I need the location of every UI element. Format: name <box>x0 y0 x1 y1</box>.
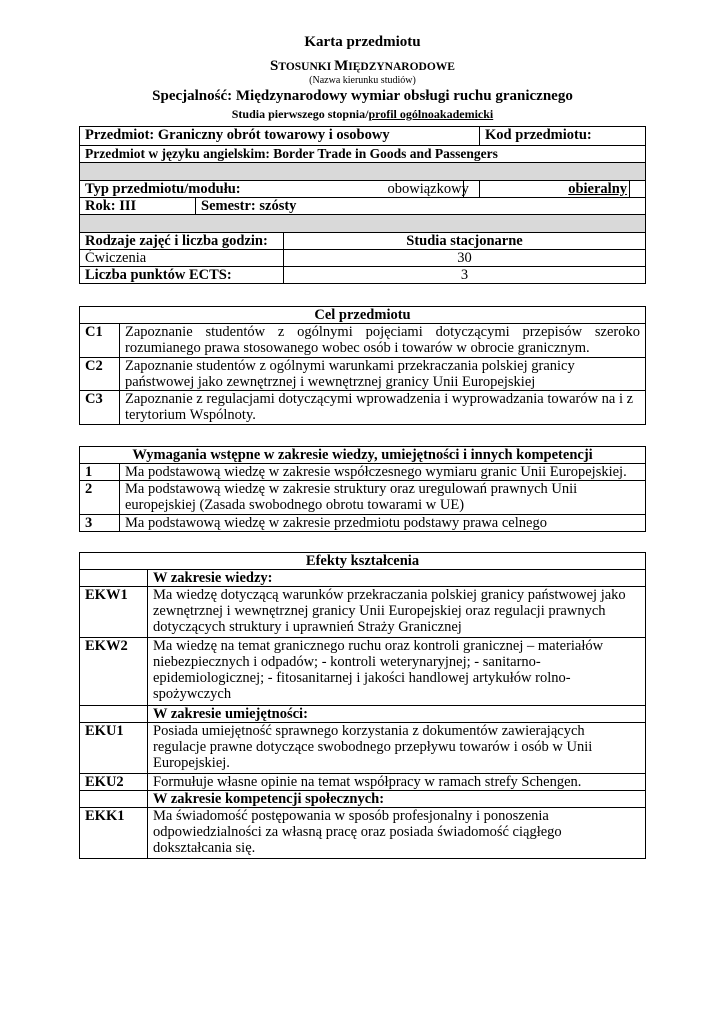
goal-text: Zapoznanie z regulacjami dotyczącymi wprowadzenia i wyprowadzania towarów na i z terytorium Wspólnoty. <box>120 391 646 425</box>
subject-type-label: Typ przedmiotu/modułu: <box>80 181 383 198</box>
social-header: W zakresie kompetencji społecznych: <box>148 791 646 808</box>
requirement-text: Ma podstawową wiedzę w zakresie przedmiotu podstawy prawa celnego <box>120 515 646 532</box>
effect-code: EKK1 <box>80 808 148 859</box>
semester: Semestr: szósty <box>196 198 646 215</box>
requirement-text: Ma podstawową wiedzę w zakresie współczesnego wymiaru granic Unii Europejskiej. <box>120 464 646 481</box>
goal-code: C1 <box>80 324 120 358</box>
requirement-number: 1 <box>80 464 120 481</box>
field-of-study-title: STOSUNKI MIĘDZYNARODOWE <box>270 58 455 74</box>
requirement-number: 2 <box>80 481 120 515</box>
ects-value: 3 <box>284 267 646 284</box>
elective-checkbox <box>630 181 646 198</box>
effect-code: EKU2 <box>80 774 148 791</box>
effect-code: EKW1 <box>80 587 148 638</box>
studies-level: Studia pierwszego stopnia/profil ogólnoakademicki <box>231 107 494 121</box>
gray-separator <box>80 163 646 181</box>
requirements-title: Wymagania wstępne w zakresie wiedzy, umiejętności i innych kompetencji <box>80 447 646 464</box>
effect-code: EKU1 <box>80 723 148 774</box>
goals-title: Cel przedmiotu <box>80 307 646 324</box>
effect-code: EKW2 <box>80 638 148 706</box>
field-of-study-note: (Nazwa kierunku studiów) <box>309 75 416 86</box>
goal-code: C3 <box>80 391 120 425</box>
classes-header-label: Rodzaje zajęć i liczba godzin: <box>80 233 284 250</box>
effect-text: Ma wiedzę na temat granicznego ruchu oraz kontroli granicznej – materiałów niebezpiecznych i odpadów; - kontroli weterynaryjnej; - sanitarno-epidemiologicznej; - fitosanitarnej i jakości handlowej artykułów rolno-spożywczych <box>148 638 646 706</box>
classes-table <box>79 232 646 284</box>
classes-row-value: 30 <box>284 250 646 267</box>
effects-empty-cell <box>80 706 148 723</box>
ects-label: Liczba punktów ECTS: <box>80 267 284 284</box>
gray-separator <box>80 215 646 233</box>
effect-text: Ma świadomość postępowania w sposób profesjonalny i ponoszenia odpowiedzialności za własną pracę oraz posiada świadomość ciągłego dokształcania się. <box>148 808 646 859</box>
subject-type-elective: obieralny <box>480 181 630 198</box>
effects-empty-cell <box>80 570 148 587</box>
subject-table <box>79 126 646 233</box>
subject-code-label: Kod przedmiotu: <box>480 127 646 146</box>
classes-header-value: Studia stacjonarne <box>284 233 646 250</box>
requirement-number: 3 <box>80 515 120 532</box>
effect-text: Posiada umiejętność sprawnego korzystania z dokumentów zawierających regulacje prawne dotyczące swobodnego przepływu towarów i osób w Unii Europejskiej. <box>148 723 646 774</box>
skills-header: W zakresie umiejętności: <box>148 706 646 723</box>
subject-type-mandatory: obowiązkowy <box>383 181 464 198</box>
year: Rok: III <box>80 198 196 215</box>
effects-title: Efekty kształcenia <box>80 553 646 570</box>
goal-text: Zapoznanie studentów z ogólnymi warunkami przekraczania polskiej granicy państwowej jako zewnętrznej i wewnętrznej granicy Unii Europejskiej <box>120 358 646 391</box>
requirement-text: Ma podstawową wiedzę w zakresie struktury oraz uregulowań prawnych Unii europejskiej (Zasada swobodnego obrotu towarami w UE) <box>120 481 646 515</box>
effect-text: Formułuje własne opinie na temat współpracy w ramach strefy Schengen. <box>148 774 646 791</box>
classes-row-label: Ćwiczenia <box>80 250 284 267</box>
goal-code: C2 <box>80 358 120 391</box>
goals-table <box>79 306 646 425</box>
requirements-table <box>79 446 646 532</box>
effect-text: Ma wiedzę dotyczącą warunków przekraczania polskiej granicy państwowej jako zewnętrznej i wewnętrznej granicy Unii Europejskiej oraz regulacji prawnych dotyczących struktury i uprawnień Straży Granicznej <box>148 587 646 638</box>
subject-english-name: Przedmiot w języku angielskim: Border Trade in Goods and Passengers <box>80 146 646 163</box>
effects-empty-cell <box>80 791 148 808</box>
knowledge-header: W zakresie wiedzy: <box>148 570 646 587</box>
speciality: Specjalność: Międzynarodowy wymiar obsługi ruchu granicznego <box>152 88 573 104</box>
subject-name: Przedmiot: Graniczny obrót towarowy i osobowy <box>80 127 480 146</box>
goal-text: Zapoznanie studentów z ogólnymi pojęciami dotyczącymi przepisów szeroko rozumianego prawa stosowanego wobec osób i towarów w obrocie granicznym. <box>120 324 646 358</box>
card-title: Karta przedmiotu <box>304 34 421 50</box>
effects-table <box>79 552 646 859</box>
